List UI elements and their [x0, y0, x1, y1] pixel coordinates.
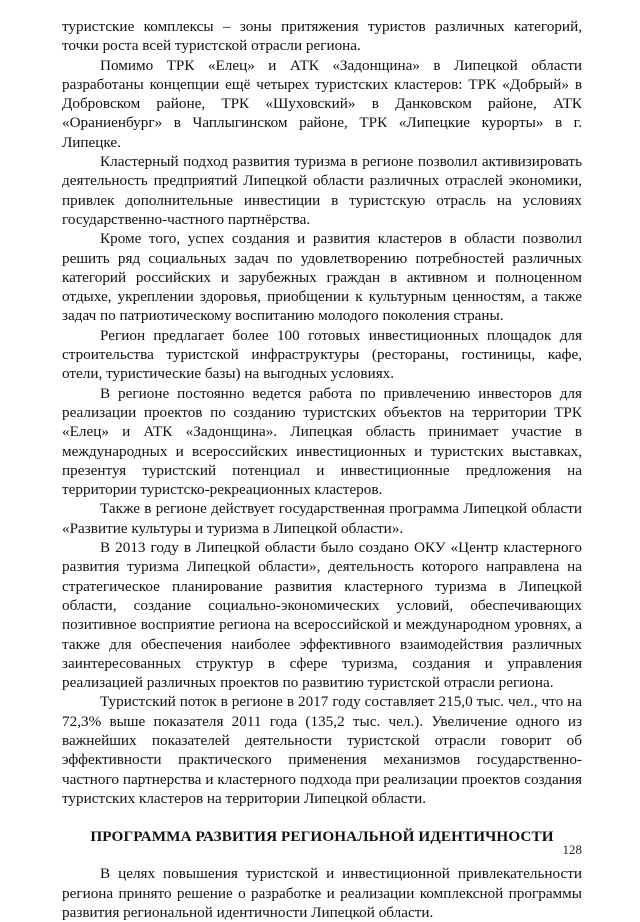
paragraph-identity-program: В целях повышения туристской и инвестиционной привлекательности региона принято решение о разработке и реализации комплексной программы развития региональной идентичности Липецкой области.	[62, 865, 582, 922]
paragraph-state-program: Также в регионе действует государственная программа Липецкой области «Развитие культуры и туризма в Липецкой области».	[62, 500, 582, 537]
page-number: 128	[562, 842, 582, 857]
paragraph-continuation: туристские комплексы – зоны притяжения туристов различных категорий, точки роста всей туристской отрасли региона.	[62, 18, 582, 55]
section-heading: ПРОГРАММА РАЗВИТИЯ РЕГИОНАЛЬНОЙ ИДЕНТИЧНОСТИ	[90, 828, 554, 846]
paragraph-cluster-center: В 2013 году в Липецкой области было создано ОКУ «Центр кластерного развития туризма Липецкой области», деятельность которого направлена на стратегическое планирование развития кластерного туризма в Липецкой области, создание социально-экономических условий, обеспечивающих позитивное восприятие региона на всероссийской и международном уровнях, а также для обеспечения наиболее эффективного взаимодействия различных заинтересованных структур в сфере туризма, создания и управления реализацией различных проектов по развитию туристской отрасли региона.	[62, 539, 582, 692]
paragraph-investment-sites: Регион предлагает более 100 готовых инвестиционных площадок для строительства туристской инфраструктуры (рестораны, гостиницы, кафе, отели, туристические базы) на выгодных условиях.	[62, 326, 582, 383]
paragraph-cluster-approach: Кластерный подход развития туризма в регионе позволил активизировать деятельность предприятий Липецкой области различных отраслей экономики, привлек дополнительные инвестиции в туристскую отрасль на условиях государственно-частного партнёрства.	[62, 153, 582, 228]
document-page	[62, 17, 582, 922]
paragraph-social-tasks: Кроме того, успех создания и развития кластеров в области позволил решить ряд социальных задач по удовлетворению потребностей различных категорий российских и зарубежных граждан в активном и полноценном отдыхе, укреплении здоровья, приобщении к культурным ценностям, а также задач по патриотическому воспитанию молодого поколения страны.	[62, 230, 582, 325]
paragraph-tourist-flow: Туристский поток в регионе в 2017 году составляет 215,0 тыс. чел., что на 72,3% выше показателя 2011 года (135,2 тыс. чел.). Увеличение одного из важнейших показателей деятельности туристской отрасли говорит об эффективности практического применения механизмов государственно-частного партнерства и кластерного подхода при реализации проектов создания туристских кластеров на территории Липецкой области.	[62, 693, 582, 807]
paragraph-investors: В регионе постоянно ведется работа по привлечению инвесторов для реализации проектов по созданию туристских объектов на территории ТРК «Елец» и АТК «Задонщина». Липецкая область принимает участие в международных и всероссийских инвестиционных и туристских выставках, презентуя туристский потенциал и инвестиционные предложения на территории туристско-рекреационных кластеров.	[62, 384, 582, 499]
paragraph-clusters-concepts: Помимо ТРК «Елец» и АТК «Задонщина» в Липецкой области разработаны концепции ещё четырех туристских кластеров: ТРК «Добрый» в Добровском районе, ТРК «Шуховский» в Данковском районе, АТК «Ораниенбург» в Чаплыгинском районе, ТРК «Липецкие курорты» в г. Липецке.	[62, 56, 582, 151]
